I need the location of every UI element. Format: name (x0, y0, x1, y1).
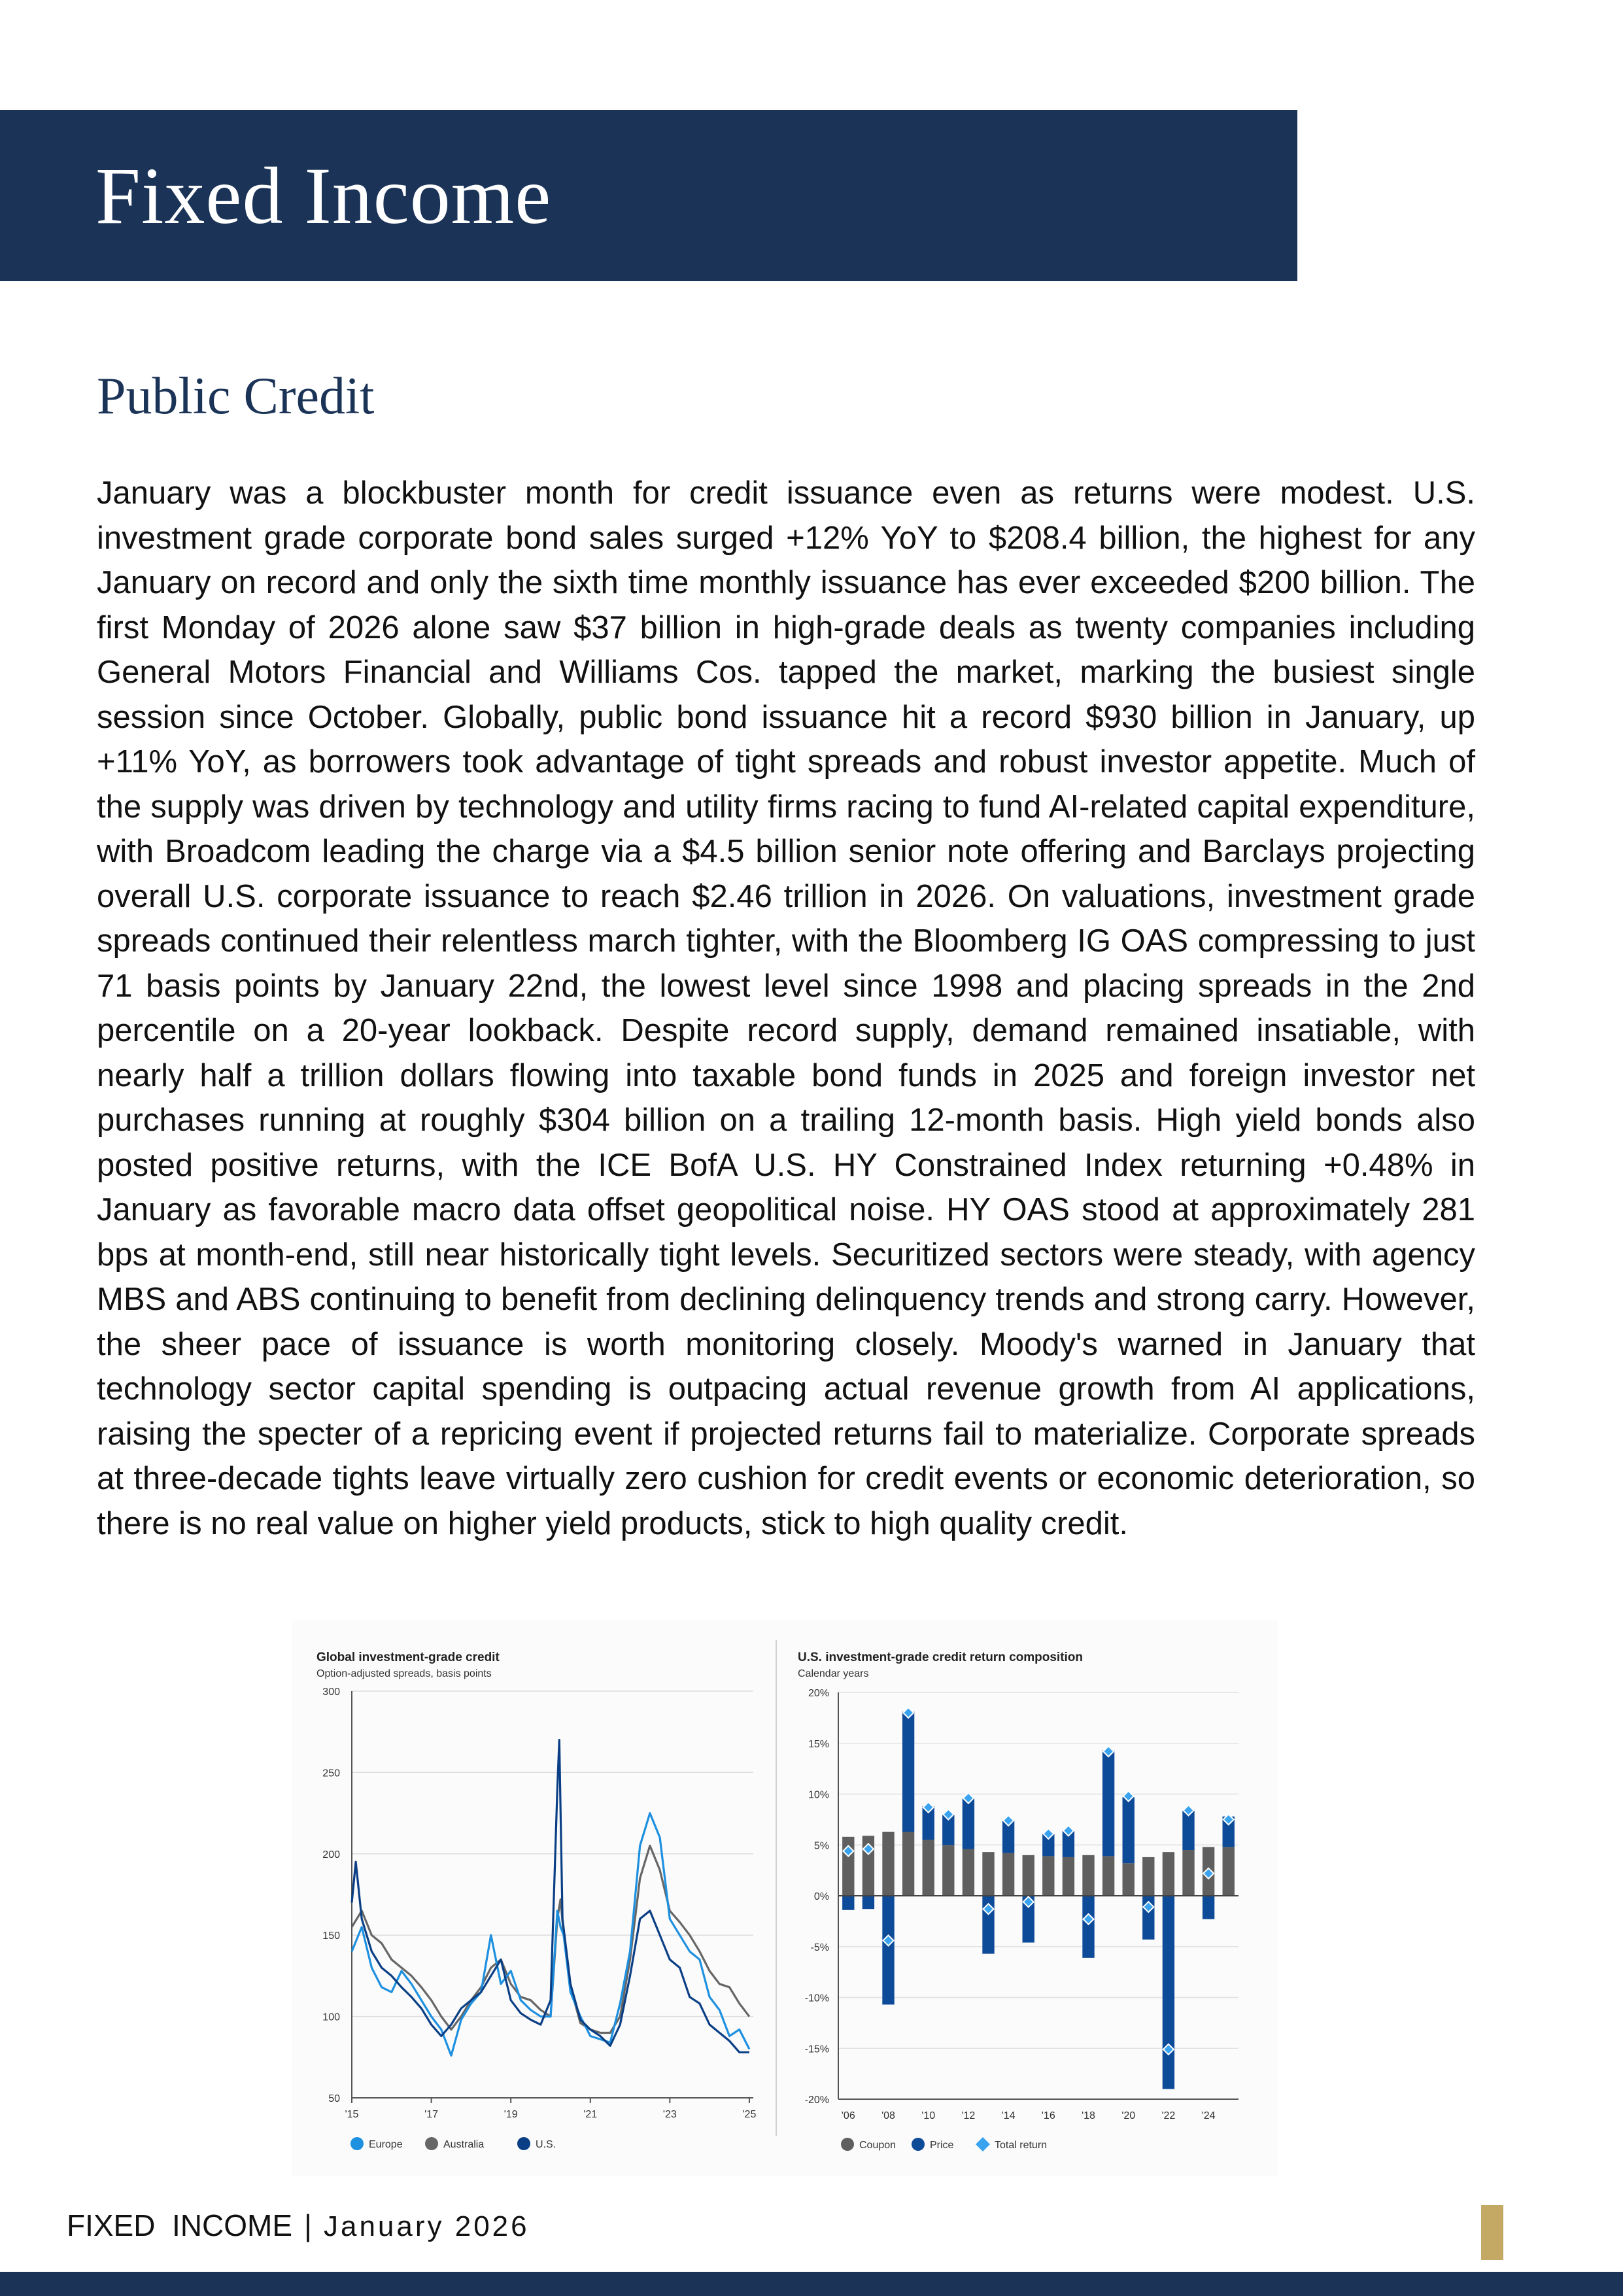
bar-coupon (1082, 1855, 1094, 1896)
y-tick-label: 300 (322, 1687, 340, 1698)
bar-coupon (942, 1845, 954, 1896)
y-tick-label: 150 (322, 1930, 340, 1942)
figure-panel (292, 1620, 1278, 2176)
bar-coupon (1163, 1852, 1174, 1896)
x-tick-label: '17 (424, 2109, 439, 2120)
x-tick-label: '19 (504, 2109, 518, 2120)
bar-price (1203, 1896, 1214, 1919)
footer-separator: | (304, 2208, 312, 2242)
footer-label (67, 2210, 530, 2241)
y-tick-label: -15% (804, 2044, 829, 2055)
chart-title: U.S. investment-grade credit return composition (798, 1651, 1084, 1664)
x-tick-label: '12 (961, 2110, 976, 2121)
legend-label: Price (930, 2140, 954, 2151)
footer-accent-tab (1481, 2205, 1503, 2260)
y-tick-label: 10% (808, 1789, 829, 1801)
x-tick-label: '16 (1041, 2110, 1055, 2121)
x-tick-label: '25 (742, 2109, 757, 2120)
bar-price (963, 1798, 974, 1849)
x-tick-label: '10 (921, 2110, 936, 2121)
legend-label: Australia (443, 2139, 485, 2150)
chart-subtitle: Option-adjusted spreads, basis points (316, 1668, 492, 1679)
legend-label: Total return (995, 2140, 1048, 2151)
bar-price (1123, 1797, 1135, 1863)
bar-coupon (1223, 1847, 1235, 1896)
bar-price (863, 1896, 874, 1909)
section-body: January was a blockbuster month for credit issuance even as returns were modest. U.S. investment grade corporate bond sales surged +12% YoY to $208.4 billion, the highest for any January on record and only the sixth time monthly issuance has ever exceeded $200 billion. The first Monday of 2026 alone saw $37 billion in high-grade deals as twenty companies including General Motors Financial and Williams Cos. tapped the market, marking the busiest single session since October. Globally, public bond issuance hit a record $930 billion in January, up +11% YoY, as borrowers took advantage of tight spreads and robust investor appetite. Much of the supply was driven by technology and utility firms racing to fund AI-related capital expenditure, with Broadcom leading the charge via a $4.5 billion senior note offering and Barclays projecting overall U.S. corporate issuance to reach $2.46 trillion in 2026. On valuations, investment grade spreads continued their relentless march tighter, with the Bloomberg IG OAS compressing to just 71 basis points by January 22nd, the lowest level since 1998 and placing spreads in the 2nd percentile on a 20-year lookback. Despite record supply, demand remained insatiable, with nearly half a trillion dollars flowing into taxable bond funds in 2025 and foreign investor net purchases running at roughly $304 billion on a trailing 12-month basis. High yield bonds also posted positive returns, with the ICE BofA U.S. HY Constrained Index returning +0.48% in January as favorable macro data offset geopolitical noise. HY OAS stood at approximately 281 bps at month-end, still near historically tight levels. Securitized sectors were steady, with agency MBS and ABS continuing to benefit from declining delinquency trends and strong carry. However, the sheer pace of issuance is worth monitoring closely. Moody's warned in January that technology sector capital spending is outpacing actual revenue growth from AI applications, raising the specter of a repricing event if projected returns fail to materialize. Corporate spreads at three-decade tights leave virtually zero cushion for credit events or economic deterioration, so there is no real value on higher yield products, stick to high quality credit. (97, 475, 1475, 1541)
x-tick-label: '21 (583, 2109, 598, 2120)
y-tick-label: 100 (322, 2012, 340, 2023)
page-title: Fixed Income (95, 151, 552, 241)
bar-coupon (1042, 1856, 1054, 1896)
bar-coupon (1142, 1857, 1154, 1896)
x-tick-label: '18 (1082, 2110, 1095, 2121)
bar-coupon (963, 1849, 974, 1896)
y-tick-label: -10% (804, 1993, 829, 2004)
y-tick-label: 20% (808, 1688, 829, 1699)
chart-subtitle: Calendar years (798, 1668, 869, 1679)
bar-coupon (982, 1852, 994, 1896)
y-tick-label: 5% (813, 1840, 829, 1852)
bar-price (1163, 1896, 1174, 2089)
y-tick-label: 0% (813, 1891, 829, 1902)
x-tick-label: '06 (841, 2110, 855, 2121)
bar-coupon (1102, 1856, 1114, 1896)
y-tick-label: 200 (322, 1849, 340, 1860)
x-tick-label: '08 (881, 2110, 895, 2121)
x-tick-label: '22 (1161, 2110, 1176, 2121)
y-tick-label: -20% (804, 2095, 829, 2106)
bar-price (842, 1896, 854, 1910)
bar-coupon (1182, 1850, 1194, 1896)
y-tick-label: 50 (328, 2093, 340, 2104)
bar-price (902, 1712, 914, 1832)
bar-price (1102, 1751, 1114, 1857)
chart-title: Global investment-grade credit (316, 1651, 500, 1664)
legend-marker (912, 2138, 925, 2151)
footer-date: January 2026 (323, 2210, 530, 2242)
x-tick-label: '20 (1121, 2110, 1136, 2121)
x-tick-label: '15 (345, 2109, 359, 2120)
footer-section: FIXED INCOME (67, 2208, 293, 2242)
bar-coupon (1002, 1853, 1014, 1896)
bar-coupon (1123, 1863, 1135, 1896)
bar-price (1082, 1896, 1094, 1958)
x-tick-label: '14 (1001, 2110, 1016, 2121)
bar-coupon (923, 1840, 934, 1896)
legend-label: Europe (369, 2139, 403, 2150)
bar-coupon (882, 1832, 894, 1896)
legend-label: U.S. (536, 2139, 556, 2150)
bar-coupon (1063, 1857, 1074, 1896)
legend-marker (841, 2138, 854, 2151)
x-tick-label: '23 (662, 2109, 677, 2120)
bar-coupon (1023, 1855, 1034, 1896)
y-tick-label: 15% (808, 1738, 829, 1750)
y-tick-label: 250 (322, 1768, 340, 1779)
y-tick-label: -5% (810, 1942, 829, 1953)
bar-price (882, 1896, 894, 2004)
return-composition-bar-chart (292, 1620, 1278, 2176)
bar-coupon (902, 1832, 914, 1896)
legend-label: Coupon (859, 2140, 897, 2151)
legend-marker (976, 2137, 990, 2151)
section-title: Public Credit (97, 368, 375, 425)
x-tick-label: '24 (1201, 2110, 1216, 2121)
footer-bar (0, 2272, 1623, 2296)
